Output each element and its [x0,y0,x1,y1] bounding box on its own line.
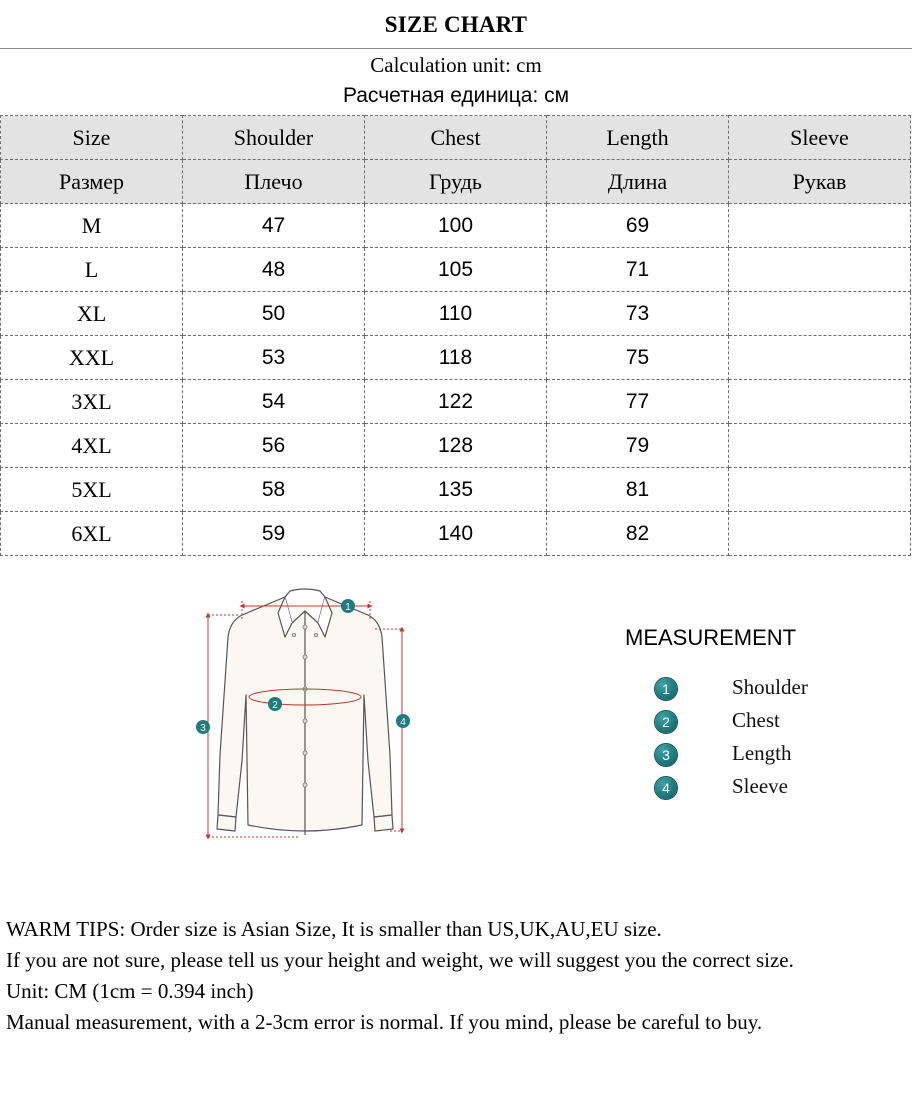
shoulder-cell: 54 [183,380,365,424]
sleeve-cell [729,424,911,468]
tip-line: Unit: CM (1cm = 0.394 inch) [6,979,254,1003]
number-2-icon: 2 [655,711,677,733]
chest-cell: 110 [365,292,547,336]
diagram-marker-3 [196,720,210,734]
legend-label: Sleeve [732,774,788,798]
shoulder-cell: 48 [183,248,365,292]
sleeve-cell [729,512,911,556]
legend-label: Length [732,741,792,765]
column-header-shoulder: Shoulder [183,116,365,160]
column-header-size-ru: Размер [1,160,183,204]
length-cell: 77 [547,380,729,424]
length-cell: 79 [547,424,729,468]
chest-cell: 118 [365,336,547,380]
table-row [1,336,911,380]
shoulder-cell: 50 [183,292,365,336]
diagram-marker-2 [268,697,282,711]
length-cell: 71 [547,248,729,292]
size-table [0,115,911,556]
svg-text:2: 2 [272,700,278,711]
legend-label: Chest [732,708,780,732]
column-header-chest-ru: Грудь [365,160,547,204]
svg-text:1: 1 [345,602,351,613]
column-header-chest: Chest [365,116,547,160]
number-4-icon: 4 [655,777,677,799]
diagram-marker-4 [396,714,410,728]
size-cell: XL [1,292,183,336]
chest-cell: 122 [365,380,547,424]
tip-line: WARM TIPS: Order size is Asian Size, It is smaller than US,UK,AU,EU size. [6,917,662,941]
sleeve-cell [729,468,911,512]
tip-line: If you are not sure, please tell us your height and weight, we will suggest you the correct size. [6,948,794,972]
length-cell: 81 [547,468,729,512]
page-title: SIZE CHART [384,12,528,37]
size-cell: M [1,204,183,248]
table-row [1,248,911,292]
length-cell: 82 [547,512,729,556]
shoulder-cell: 53 [183,336,365,380]
column-header-sleeve-ru: Рукав [729,160,911,204]
size-cell: XXL [1,336,183,380]
shoulder-cell: 58 [183,468,365,512]
header-row-en [1,116,911,160]
length-cell: 75 [547,336,729,380]
shoulder-cell: 59 [183,512,365,556]
chest-cell: 100 [365,204,547,248]
unit-label-ru: Расчетная единица: см [342,84,570,107]
table-row [1,512,911,556]
sleeve-cell [729,380,911,424]
header-row-ru [1,160,911,204]
sleeve-cell [729,336,911,380]
chest-cell: 135 [365,468,547,512]
diagram-marker-1 [341,599,355,613]
table-row [1,292,911,336]
size-cell: 6XL [1,512,183,556]
length-cell: 73 [547,292,729,336]
column-header-size: Size [1,116,183,160]
column-header-shoulder-ru: Плечо [183,160,365,204]
table-row [1,468,911,512]
number-1-icon: 1 [655,678,677,700]
chest-cell: 128 [365,424,547,468]
size-cell: 5XL [1,468,183,512]
table-row [1,380,911,424]
shoulder-cell: 47 [183,204,365,248]
number-3-icon: 3 [655,744,677,766]
size-cell: L [1,248,183,292]
table-row [1,424,911,468]
size-cell: 3XL [1,380,183,424]
table-row [1,204,911,248]
sleeve-cell [729,292,911,336]
tip-line: Manual measurement, with a 2-3cm error is normal. If you mind, please be careful to buy. [6,1010,763,1034]
svg-text:4: 4 [400,717,406,728]
column-header-length-ru: Длина [547,160,729,204]
column-header-sleeve: Sleeve [729,116,911,160]
unit-label-en: Calculation unit: cm [370,53,542,77]
title-divider [0,48,912,49]
svg-text:3: 3 [200,723,206,734]
length-cell: 69 [547,204,729,248]
legend-label: Shoulder [732,675,808,699]
warm-tips [6,914,911,1038]
measurement-title: MEASUREMENT [625,625,797,650]
sleeve-cell [729,204,911,248]
sleeve-cell [729,248,911,292]
shoulder-cell: 56 [183,424,365,468]
column-header-length: Length [547,116,729,160]
chest-cell: 105 [365,248,547,292]
shirt-diagram [190,585,420,855]
chest-cell: 140 [365,512,547,556]
size-cell: 4XL [1,424,183,468]
